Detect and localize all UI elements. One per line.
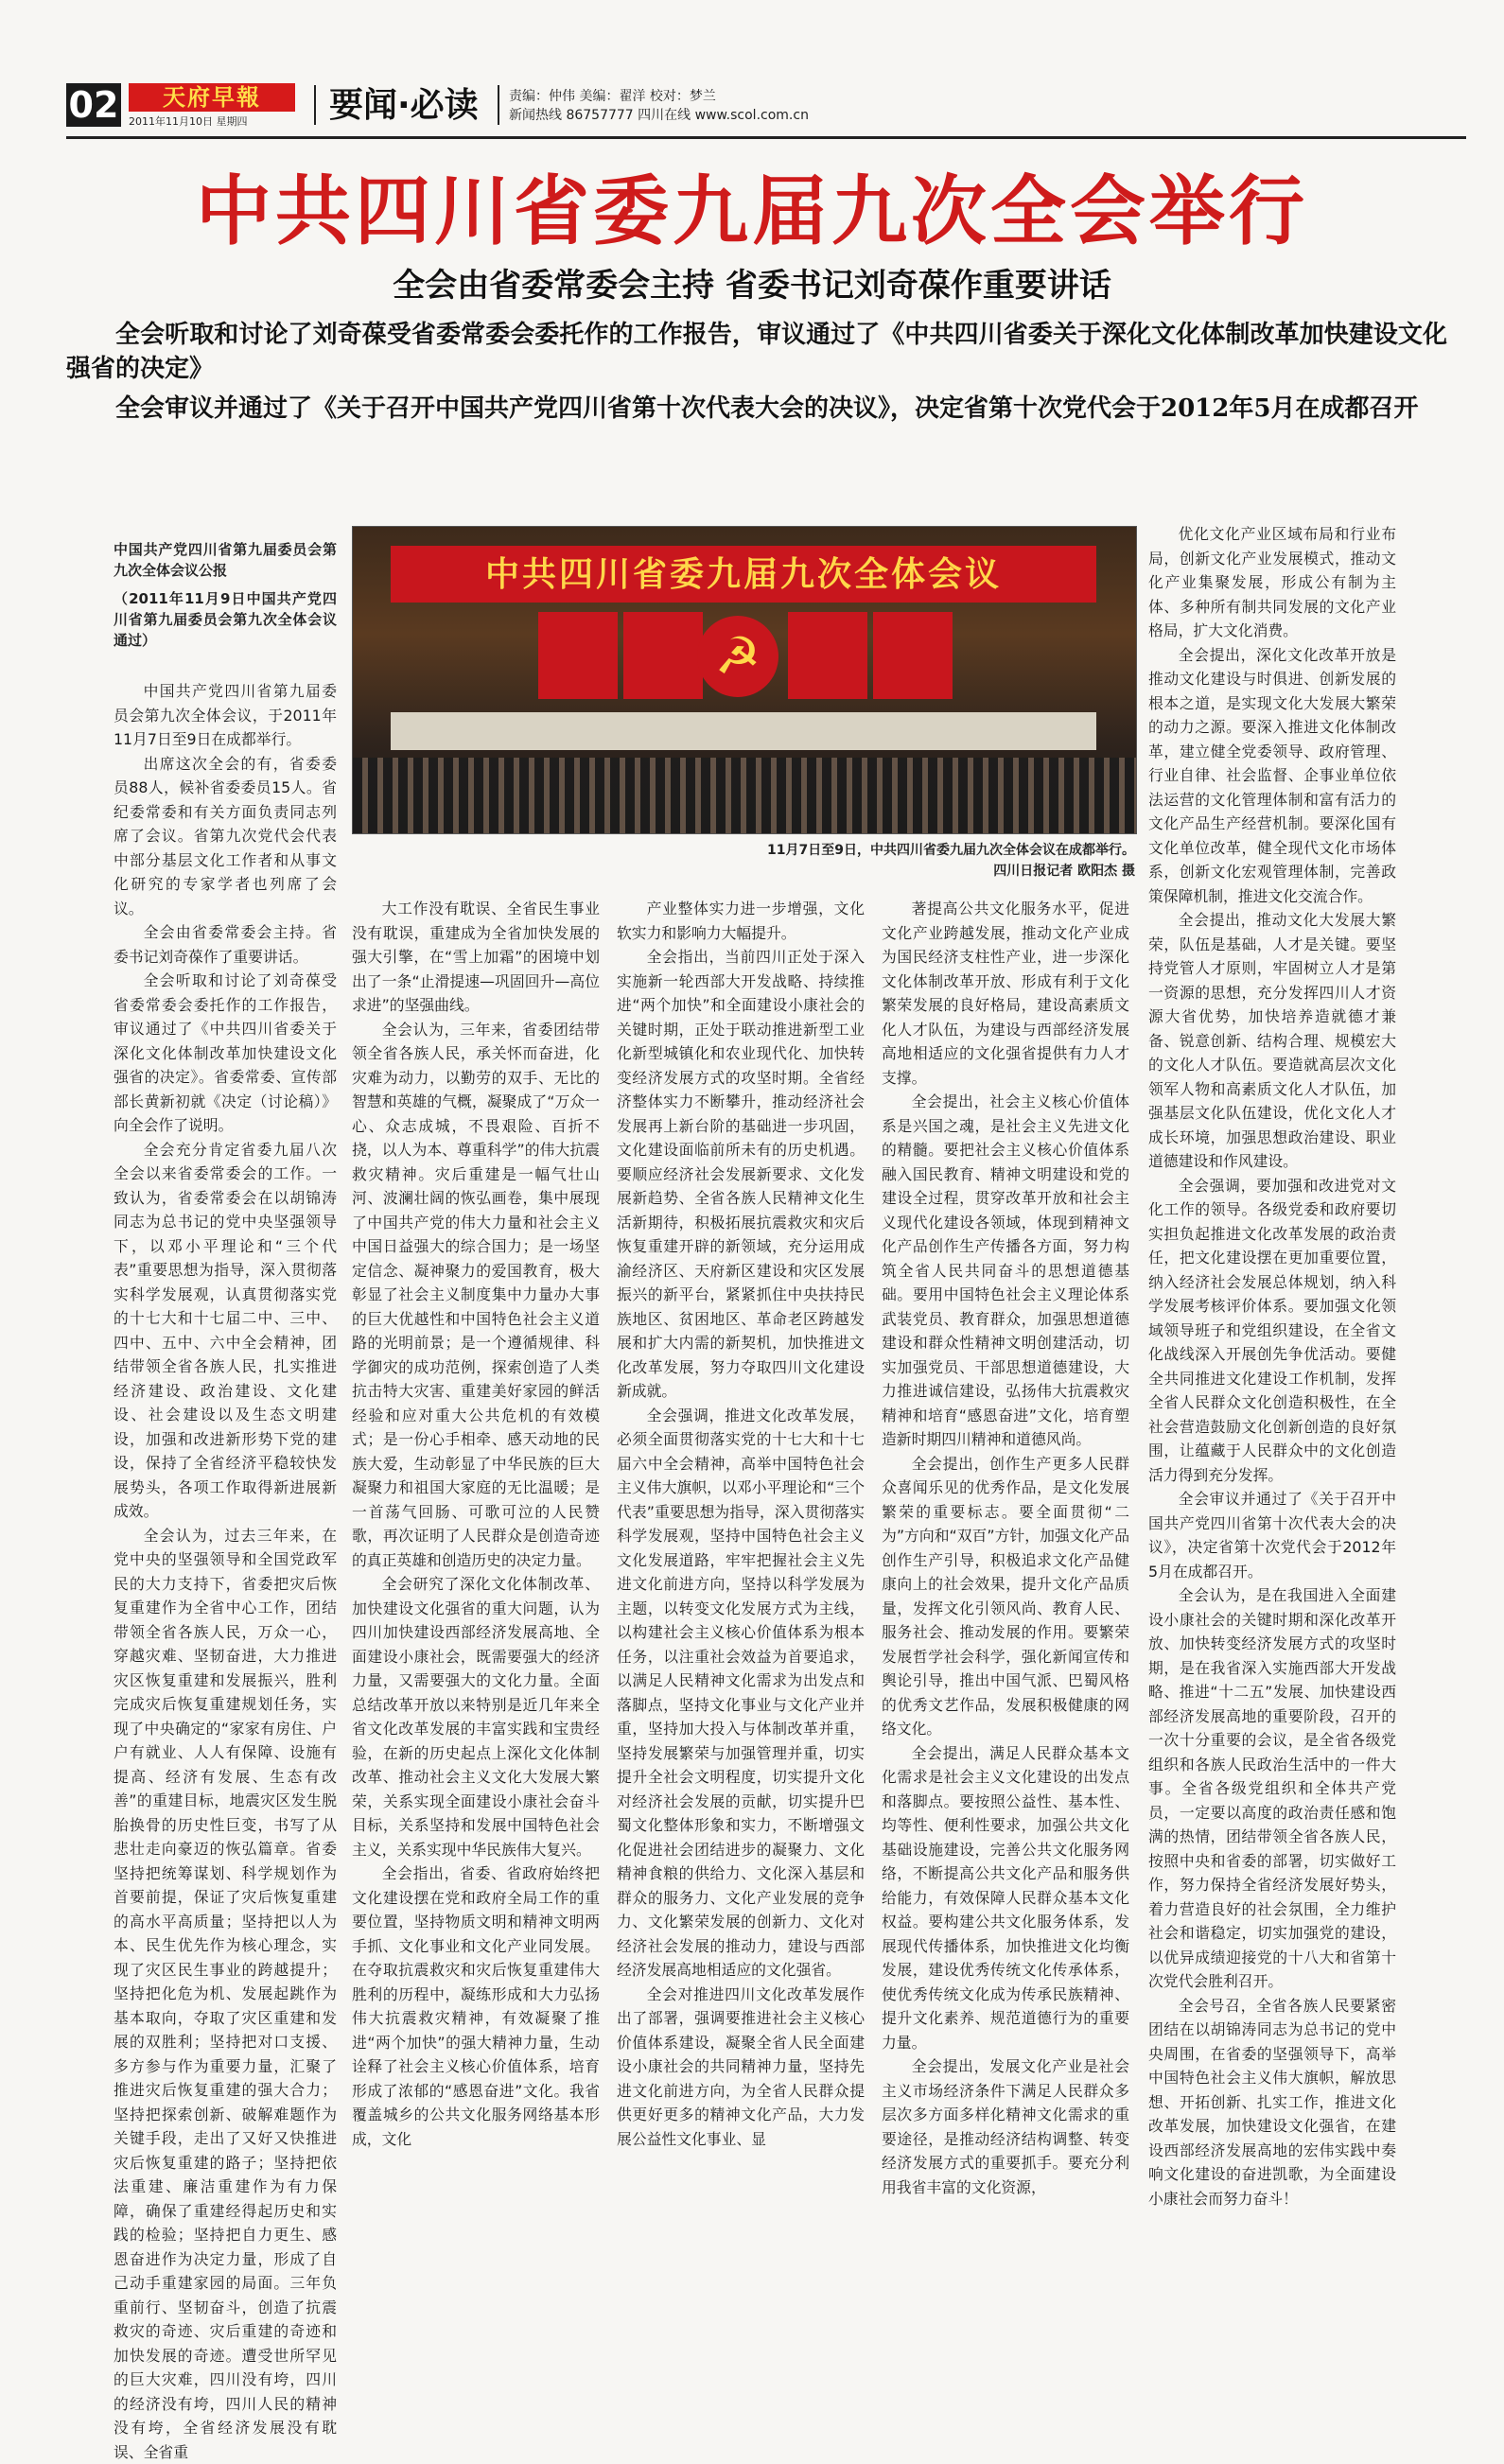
paragraph: 全会认为，过去三年来，在党中央的坚强领导和全国党政军民的大力支持下，省委把灾后恢复重建作为全省中心工作，团结带领全省各族人民，万众一心，穿越灾难、坚韧奋进，大力推进灾区恢复重建和发展振兴，胜利完成灾后恢复重建规划任务，实现了中央确定的“家家有房住、户户有就业、人人有保障、设施有提高、经济有发展、生态有改善”的重建目标，地震灾区发生脱胎换骨的历史性巨变，书写了从悲壮走向豪迈的恢弘篇章。省委坚持把统筹谋划、科学规划作为首要前提，保证了灾后恢复重建的高水平高质量；坚持把以人为本、民生优先作为核心理念，实现了灾区民生事业的跨越提升；坚持把化危为机、发展起跳作为基本取向，夺取了灾区重建和发展的双胜利；坚持把对口支援、多方参与作为重要力量，汇聚了推进灾后恢复重建的强大合力；坚持把探索创新、破解难题作为关键手段，走出了又好又快推进灾后恢复重建的路子；坚持把依法重建、廉洁重建作为有力保障，确保了重建经得起历史和实践的检验；坚持把自力更生、感恩奋进作为决定力量，形成了自己动手重建家园的局面。三年负重前行、坚韧奋斗，创造了抗震救灾的奇迹、灾后重建的奇迹和加快发展的奇迹。遭受世所罕见的巨大灾难，四川没有垮，四川的经济没有垮，四川人民的精神没有垮，全省经济发展没有耽误、全省重 <box>114 1524 337 2464</box>
paragraph: 产业整体实力进一步增强，文化软实力和影响力大幅提升。 <box>617 897 865 945</box>
audience <box>353 758 1136 833</box>
paragraph: 全会听取和讨论了刘奇葆受省委常委会委托作的工作报告，审议通过了《中共四川省委关于深化文化体制改革加快建设文化强省的决定》。省委常委、宣传部部长黄新初就《决定（讨论稿）》向全会作了说明。 <box>114 969 337 1138</box>
paragraph: 全会号召，全省各族人民要紧密团结在以胡锦涛同志为总书记的党中央周围，在省委的坚强领导下，高举中国特色社会主义伟大旗帜，解放思想、开拓创新、扎实工作，推进文化改革发展，加快建设文化强省，在建设西部经济发展高地的宏伟实践中奏响文化建设的奋进凯歌，为全面建设小康社会而努力奋斗！ <box>1148 1994 1396 2211</box>
photo-banner: 中共四川省委九届九次全体会议 <box>391 546 1096 603</box>
section-name: 要闻·必读 <box>329 85 479 127</box>
header-divider <box>498 85 499 125</box>
paragraph: 全会研究了深化文化体制改革、加快建设文化强省的重大问题，认为四川加快建设西部经济发展高地、全面建设小康社会，既需要强大的经济力量，又需要强大的文化力量。全面总结改革开放以来特别是近几年来全省文化改革发展的丰富实践和宝贵经验，在新的历史起点上深化文化体制改革、推动社会主义文化大发展大繁荣，关系实现全面建设小康社会奋斗目标，关系坚持和发展中国特色社会主义，关系实现中华民族伟大复兴。 <box>352 1572 600 1861</box>
lead-paragraph: 全会审议并通过了《关于召开中国共产党四川省第十次代表大会的决议》，决定省第十次党代会于2012年5月在成都召开 <box>66 392 1447 426</box>
paragraph: 著提高公共文化服务水平，促进文化产业跨越发展，推动文化产业成为国民经济支柱性产业，进一步深化文化体制改革开放、形成有利于文化繁荣发展的良好格局，建设高素质文化人才队伍，为建设与西部经济发展高地相适应的文化强省提供有力人才支撑。 <box>882 897 1129 1090</box>
paragraph: 全会提出，创作生产更多人民群众喜闻乐见的优秀作品，是文化发展繁荣的重要标志。要全面贯彻“二为”方向和“双百”方针，加强文化产品创作生产引导，积极追求文化产品健康向上的社会效果，提升文化产品质量，发挥文化引领风尚、教育人民、服务社会、推动发展的作用。要繁荣发展哲学社会科学，强化新闻宣传和舆论引导，推出中国气派、巴蜀风格的优秀文艺作品，发展积极健康的网络文化。 <box>882 1452 1129 1741</box>
paragraph: 优化文化产业区域布局和行业布局，创新文化产业发展模式，推动文化产业集聚发展，形成公有制为主体、多种所有制共同发展的文化产业格局，扩大文化消费。 <box>1148 522 1396 643</box>
paragraph: 全会提出，推动文化大发展大繁荣，队伍是基础，人才是关键。要坚持党管人才原则，牢固树立人才是第一资源的思想，充分发挥四川人才资源大省优势，加快培养造就德才兼备、锐意创新、结构合理、规模宏大的文化人才队伍。要造就高层次文化领军人物和高素质文化人才队伍，加强基层文化队伍建设，优化文化人才成长环境，加强思想政治建设、职业道德建设和作风建设。 <box>1148 908 1396 1174</box>
main-headline: 中共四川省委九届九次全会举行 <box>0 163 1504 261</box>
paragraph: 大工作没有耽误、全省民生事业没有耽误，重建成为全省加快发展的强大引擎，在“雪上加霜”的困境中划出了一条“止滑提速—巩固回升—高位求进”的坚强曲线。 <box>352 897 600 1018</box>
paragraph: 全会指出，当前四川正处于深入实施新一轮西部大开发战略、持续推进“两个加快”和全面建设小康社会的关键时期，正处于联动推进新型工业化新型城镇化和农业现代化、加快转变经济发展方式的攻坚时期。全省经济整体实力不断攀升，推动经济社会发展再上新台阶的基础进一步巩固，文化建设面临前所未有的历史机遇。要顺应经济社会发展新要求、文化发展新趋势、全省各族人民精神文化生活新期待，积极拓展抗震救灾和灾后恢复重建开辟的新领域，充分运用成渝经济区、天府新区建设和灾区发展振兴的新平台，紧紧抓住中央扶持民族地区、贫困地区、革命老区跨越发展和扩大内需的新契机，加快推进文化改革发展，努力夺取四川文化建设新成就。 <box>617 945 865 1404</box>
page-number: 02 <box>66 83 121 127</box>
article-column-3 <box>617 897 865 2147</box>
lead-paragraph: 全会听取和讨论了刘奇葆受省委常委会委托作的工作报告，审议通过了《中共四川省委关于深化文化体制改革加快建设文化强省的决定》 <box>66 318 1447 386</box>
paragraph: 出席这次全会的有，省委委员88人，候补省委委员15人。省纪委常委和有关方面负责同志列席了会议。省第九次党代会代表中部分基层文化工作者和从事文化研究的专家学者也列席了会议。 <box>114 752 337 921</box>
paragraph: 全会审议并通过了《关于召开中国共产党四川省第十次代表大会的决议》，决定省第十次党代会于2012年5月在成都召开。 <box>1148 1487 1396 1583</box>
paragraph: 全会提出，满足人民群众基本文化需求是社会主义文化建设的出发点和落脚点。要按照公益性、基本性、均等性、便利性要求，加强公共文化基础设施建设，完善公共文化服务网络，不断提高公共文化产品和服务供给能力，有效保障人民群众基本文化权益。要构建公共文化服务体系，发展现代传播体系，加快推进文化均衡发展，建设优秀传统文化传承体系，使优秀传统文化成为传承民族精神、提升文化素养、规范道德行为的重要力量。 <box>882 1741 1129 2055</box>
issue-date: 2011年11月10日 星期四 <box>129 114 308 129</box>
credits-line: 责编：仲伟 美编：翟洋 校对：梦兰 <box>509 87 809 106</box>
bulletin-subtitle: （2011年11月9日中国共产党四川省第九届委员会第九次全体会议通过） <box>114 588 337 651</box>
red-flag <box>873 612 953 699</box>
paragraph: 全会强调，要加强和改进党对文化工作的领导。各级党委和政府要切实担负起推进文化改革发展的政治责任，把文化建设摆在更加重要位置，纳入经济社会发展总体规划，纳入科学发展考核评价体系。要加强文化领域领导班子和党组织建设，在全省文化战线深入开展创先争优活动。要健全共同推进文化建设工作机制，发挥全省人民群众文化创造积极性，在全社会营造鼓励文化创新创造的良好氛围，让蕴藏于人民群众中的文化创造活力得到充分发挥。 <box>1148 1174 1396 1488</box>
red-flag <box>788 612 867 699</box>
red-flag <box>623 612 703 699</box>
paragraph: 全会认为，三年来，省委团结带领全省各族人民，承关怀而奋进，化灾难为动力，以勤劳的双手、无比的智慧和英雄的气概，凝聚成了“万众一心、众志成城，不畏艰险、百折不挠，以人为本、尊重科学”的伟大抗震救灾精神。灾后重建是一幅气壮山河、波澜壮阔的恢弘画卷，集中展现了中国共产党的伟大力量和社会主义中国日益强大的综合国力；是一场坚定信念、凝神聚力的爱国教育，极大彰显了社会主义制度集中力量办大事的巨大优越性和中国特色社会主义道路的光明前景；是一个遵循规律、科学御灾的成功范例，探索创造了人类抗击特大灾害、重建美好家园的鲜活经验和应对重大公共危机的有效模式；是一份心手相牵、感天动地的民族大爱，生动彰显了中华民族的巨大凝聚力和祖国大家庭的无比温暖；是一首荡气回肠、可歌可泣的人民赞歌，再次证明了人民群众是创造奇迹的真正英雄和创造历史的决定力量。 <box>352 1018 600 1573</box>
party-emblem-icon: ☭ <box>697 616 778 697</box>
caption-credit: 四川日报记者 欧阳杰 摄 <box>662 861 1135 882</box>
article-column-4 <box>882 897 1129 2147</box>
caption-line: 11月7日至9日，中共四川省委九届九次全体会议在成都举行。 <box>662 840 1135 861</box>
page-header <box>66 83 1466 132</box>
sub-headline: 全会由省委常委会主持 省委书记刘奇葆作重要讲话 <box>0 265 1504 306</box>
newspaper-logo: 天府早報 <box>129 83 295 112</box>
photo-caption <box>662 840 1135 882</box>
article-column-2 <box>352 897 600 2147</box>
paragraph: 全会由省委常委会主持。省委书记刘奇葆作了重要讲话。 <box>114 920 337 969</box>
bulletin-title: 中国共产党四川省第九届委员会第九次全体会议公报 <box>114 539 337 581</box>
red-flag <box>538 612 618 699</box>
header-divider <box>314 85 316 125</box>
paragraph: 中国共产党四川省第九届委员会第九次全体会议，于2011年11月7日至9日在成都举行。 <box>114 679 337 752</box>
paragraph: 全会认为，是在我国进入全面建设小康社会的关键时期和深化改革开放、加快转变经济发展方式的攻坚时期，是在我省深入实施西部大开发战略、推进“十二五”发展、加快建设西部经济发展高地的重要阶段，召开的一次十分重要的会议，是全省各级党组织和各族人民政治生活中的一件大事。全省各级党组织和全体共产党员，一定要以高度的政治责任感和饱满的热情，团结带领全省各族人民，按照中央和省委的部署，切实做好工作，努力保持全省经济发展好势头，着力营造良好的社会氛围，全力维护社会和谐稳定，切实加强党的建设，以优异成绩迎接党的十八大和省第十次党代会胜利召开。 <box>1148 1583 1396 1994</box>
paragraph: 全会充分肯定省委九届八次全会以来省委常委会的工作。一致认为，省委常委会在以胡锦涛同志为总书记的党中央坚强领导下，以邓小平理论和“三个代表”重要思想为指导，深入贯彻落实科学发展观，认真贯彻落实党的十七大和十七届二中、三中、四中、五中、六中全会精神，团结带领全省各族人民，扎实推进经济建设、政治建设、文化建设、社会建设以及生态文明建设，加强和改进新形势下党的建设，保持了全省经济平稳较快发展势头，各项工作取得新进展新成效。 <box>114 1138 337 1524</box>
paragraph: 全会提出，深化文化改革开放是推动文化建设与时俱进、创新发展的根本之道，是实现文化大发展大繁荣的动力之源。要深入推进文化体制改革，建立健全党委领导、政府管理、行业自律、社会监督、企事业单位依法运营的文化管理体制和富有活力的文化产品生产经营机制。要深化国有文化单位改革，健全现代文化市场体系，创新文化宏观管理体制，完善政策保障机制，推进文化交流合作。 <box>1148 643 1396 909</box>
rostrum <box>391 712 1096 750</box>
paragraph: 全会对推进四川文化改革发展作出了部署，强调要推进社会主义核心价值体系建设，凝聚全省人民全面建设小康社会的共同精神力量，坚持先进文化前进方向，为全省人民群众提供更好更多的精神文化产品，大力发展公益性文化事业、显 <box>617 1983 865 2152</box>
editor-credits <box>509 87 809 125</box>
meeting-photo <box>352 526 1137 834</box>
article-column-1 <box>114 539 337 2147</box>
article-column-5 <box>1148 522 1396 2147</box>
header-rule <box>66 136 1466 139</box>
paragraph: 全会提出，社会主义核心价值体系是兴国之魂，是社会主义先进文化的精髓。要把社会主义核心价值体系融入国民教育、精神文明建设和党的建设全过程，贯穿改革开放和社会主义现代化建设各领域，体现到精神文化产品创作生产传播各方面，努力构筑全省人民共同奋斗的思想道德基础。要用中国特色社会主义理论体系武装党员、教育群众，加强思想道德建设和群众性精神文明创建活动，切实加强党员、干部思想道德建设，大力推进诚信建设，弘扬伟大抗震救灾精神和培育“感恩奋进”文化，培育塑造新时期四川精神和道德风尚。 <box>882 1090 1129 1452</box>
paragraph: 全会指出，省委、省政府始终把文化建设摆在党和政府全局工作的重要位置，坚持物质文明和精神文明两手抓、文化事业和文化产业同发展。在夺取抗震救灾和灾后恢复重建伟大胜利的历程中，凝练形成和大力弘扬伟大抗震救灾精神，有效凝聚了推进“两个加快”的强大精神力量，生动诠释了社会主义核心价值体系，培育形成了浓郁的“感恩奋进”文化。我省覆盖城乡的公共文化服务网络基本形成，文化 <box>352 1861 600 2151</box>
credits-line: 新闻热线 86757777 四川在线 www.scol.com.cn <box>509 106 809 125</box>
paragraph: 全会提出，发展文化产业是社会主义市场经济条件下满足人民群众多层次多方面多样化精神文化需求的重要途径，是推动经济结构调整、转变经济发展方式的重要抓手。要充分利用我省丰富的文化资源， <box>882 2054 1129 2199</box>
paragraph: 全会强调，推进文化改革发展，必须全面贯彻落实党的十七大和十七届六中全会精神，高举中国特色社会主义伟大旗帜，以邓小平理论和“三个代表”重要思想为指导，深入贯彻落实科学发展观，坚持中国特色社会主义文化发展道路，牢牢把握社会主义先进文化前进方向，坚持以科学发展为主题，以转变文化发展方式为主线，以构建社会主义核心价值体系为根本任务，以注重社会效益为首要追求，以满足人民精神文化需求为出发点和落脚点，坚持文化事业与文化产业并重，坚持加大投入与体制改革并重，坚持发展繁荣与加强管理并重，切实提升全社会文明程度，切实提升文化对经济社会发展的贡献，切实提升巴蜀文化整体形象和实力，不断增强文化促进社会团结进步的凝聚力、文化精神食粮的供给力、文化深入基层和群众的服务力、文化产业发展的竞争力、文化繁荣发展的创新力、文化对经济社会发展的推动力，建设与西部经济发展高地相适应的文化强省。 <box>617 1404 865 1983</box>
